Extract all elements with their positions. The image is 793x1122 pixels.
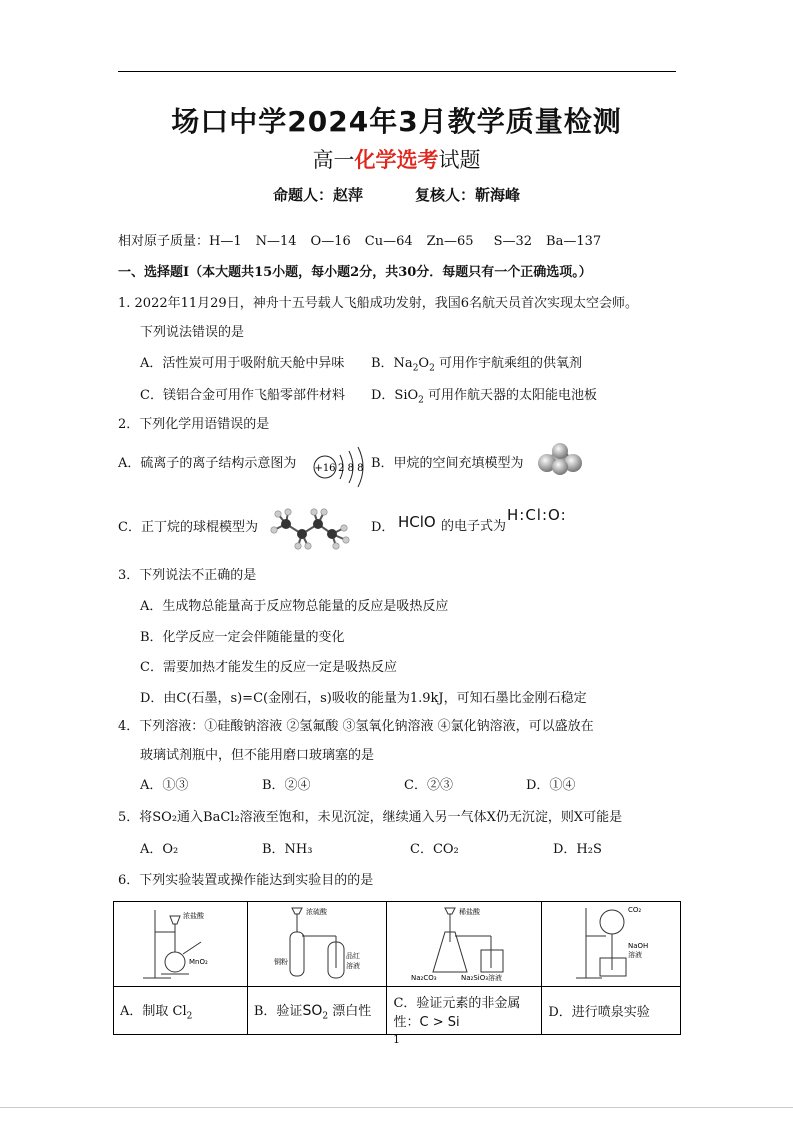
figure-a-cell (114, 902, 248, 987)
authors-line (0, 184, 793, 205)
hclo-electron-text: H:Cl:O: (507, 506, 567, 524)
q6-a-sub: 2 (186, 1011, 193, 1022)
q4-stem-2: 玻璃试剂瓶中，但不能用磨口玻璃塞的是 (140, 748, 375, 763)
atomic-masses-label: 相对原子质量： (118, 234, 210, 249)
chlorine-apparatus-icon (125, 902, 235, 982)
q4-option-c: C．②③ (404, 778, 453, 793)
author: 命题人：赵萍 (272, 186, 363, 204)
q6-b-pre: B．验证 (253, 1003, 303, 1019)
q3-option-d: D．由C(石墨，s)=C(金刚石，s)吸收的能量为1.9kJ，可知石墨比金刚石稳定 (140, 691, 587, 706)
q3-stem: 3．下列说法不正确的是 (118, 568, 257, 583)
label-naoh-2: 溶液 (628, 951, 643, 959)
q2-option-d-prefix: D． (371, 520, 395, 535)
q2-stem: 2．下列化学用语错误的是 (118, 417, 270, 432)
atomic-masses (118, 230, 601, 249)
q3-option-c: C．需要加热才能发生的反应一定是吸热反应 (140, 660, 397, 675)
label-dilute-hcl: 稀盐酸 (459, 908, 481, 916)
q3-option-a: A．生成物总能量高于反应物总能量的反应是吸热反应 (140, 599, 449, 614)
label-hcl: 浓盐酸 (183, 912, 205, 920)
label-pinhong-2: 溶液 (346, 962, 361, 970)
q5-option-b: B．NH₃ (262, 842, 313, 857)
q3-option-b: B．化学反应一定会伴随能量的变化 (140, 630, 345, 645)
q1-b-sub1: 2 (412, 363, 419, 374)
experiment-labels-row (114, 987, 681, 1035)
mass-h: H—1 (209, 234, 242, 249)
reviewer: 复核人：靳海峰 (415, 186, 521, 204)
label-na2co3: Na₂CO₃ (411, 974, 437, 982)
q1-option-d (371, 384, 597, 406)
q6-stem: 6．下列实验装置或操作能达到实验目的的是 (118, 873, 374, 888)
q1-d-pre: D．SiO (371, 388, 419, 403)
q5-option-c: C．CO₂ (410, 842, 459, 857)
sulfur-shells: 2 8 8 (338, 463, 364, 474)
hclo-formula: HClO (398, 513, 436, 531)
q6-c-pre: 性： (393, 1014, 420, 1030)
q1-d-sub: 2 (418, 395, 424, 406)
q4-option-b: B．②④ (262, 778, 311, 793)
q1-d-post: 可用作航天器的太阳能电池板 (428, 388, 598, 403)
q1-stem: 1. 2022年11月29日，神舟十五号载人飞船成功发射，我国6名航天员首次实现太空会师。 (118, 296, 638, 311)
nonmetal-apparatus-icon (399, 902, 529, 982)
q6-b-post: 漂白性 (332, 1003, 372, 1019)
figure-c-cell (387, 902, 542, 987)
experiment-table (113, 901, 681, 1035)
hclo-label: 的电子式为 (441, 519, 507, 534)
page-bottom-edge (0, 1107, 793, 1108)
q6-c-line1: C．验证元素的非金属 (393, 995, 521, 1011)
header-rule (118, 71, 676, 72)
label-pinhong: 品红 (346, 952, 361, 960)
sulfur-nucleus: +16 (314, 463, 336, 474)
methane-model-icon (537, 443, 583, 475)
mass-zn: Zn—65 (426, 234, 474, 249)
exam-title: 场口中学2024年3月教学质量检测 (171, 105, 622, 138)
q5-stem: 5．将SO₂通入BaCl₂溶液至饱和，未见沉淀，继续通入另一气体X仍无沉淀，则X可能是 (118, 810, 623, 825)
mass-s: S—32 (493, 234, 533, 249)
label-naoh: NaOH (628, 942, 649, 950)
label-cu: 铜粉 (274, 958, 289, 966)
fountain-apparatus-icon (556, 902, 666, 982)
page-number: 1 (393, 1033, 400, 1046)
mass-n: N—14 (255, 234, 297, 249)
q4-option-a: A．①③ (140, 778, 189, 793)
butane-ball-stick-icon (270, 502, 352, 552)
label-mno2: MnO₂ (189, 958, 209, 966)
q6-option-a (114, 987, 248, 1035)
label-h2so4: 浓硫酸 (306, 908, 328, 916)
sulfur-ion-diagram (312, 445, 372, 489)
label-co2: CO₂ (628, 906, 642, 914)
q6-b-sub: 2 (322, 1011, 329, 1022)
q6-c-formula: C > Si (419, 1014, 460, 1030)
label-na2sio3: Na₂SiO₃溶液 (461, 974, 503, 982)
mass-cu: Cu—64 (364, 234, 413, 249)
q2-option-c: C．正丁烷的球棍模型为 (118, 520, 258, 535)
q4-stem: 4．下列溶液：①硅酸钠溶液 ②氢氟酸 ③氢氧化钠溶液 ④氯化钠溶液，可以盛放在 (118, 719, 594, 734)
q6-b-chem: SO (302, 1002, 323, 1019)
q1-stem-2: 下列说法错误的是 (140, 325, 245, 340)
q4-option-d: D．①④ (526, 778, 576, 793)
q6-a-text: A．制取 Cl (120, 1003, 187, 1019)
q5-option-d: D．H₂S (553, 842, 602, 857)
q1-option-c: C．镁铝合金可用作飞船零部件材料 (140, 388, 345, 403)
mass-ba: Ba—137 (546, 234, 602, 249)
experiment-figures-row (114, 902, 681, 987)
q1-b-mid: O (418, 356, 430, 371)
section-heading: 一、选择题Ⅰ（本大题共15小题，每小题2分，共30分．每题只有一个正确选项。） (118, 265, 592, 280)
q6-option-b (247, 987, 387, 1035)
q1-b-post: 可用作宇航乘组的供氧剂 (438, 356, 582, 371)
mass-o: O—16 (310, 234, 351, 249)
q6-option-c (387, 987, 542, 1035)
exam-subtitle (0, 144, 793, 174)
subtitle-prefix: 高一 (312, 148, 355, 172)
q6-option-d: D．进行喷泉实验 (542, 987, 681, 1035)
q2-option-a: A．硫离子的离子结构示意图为 (118, 456, 297, 471)
q1-option-a: A．活性炭可用于吸附航天舱中异味 (140, 356, 345, 371)
subtitle-suffix: 试题 (438, 148, 481, 172)
q5-option-a: A．O₂ (140, 842, 179, 857)
hclo-electron-formula (507, 505, 567, 524)
figure-b-cell (247, 902, 387, 987)
subtitle-highlight: 化学选考 (354, 148, 439, 172)
q1-b-pre: B．Na (371, 356, 413, 371)
so2-apparatus-icon (262, 902, 372, 982)
q6-c-line2 (393, 1011, 541, 1030)
figure-d-cell (542, 902, 681, 987)
q2-option-b: B．甲烷的空间充填模型为 (371, 456, 524, 471)
q1-option-b (371, 352, 582, 374)
q1-b-sub2: 2 (429, 363, 435, 374)
